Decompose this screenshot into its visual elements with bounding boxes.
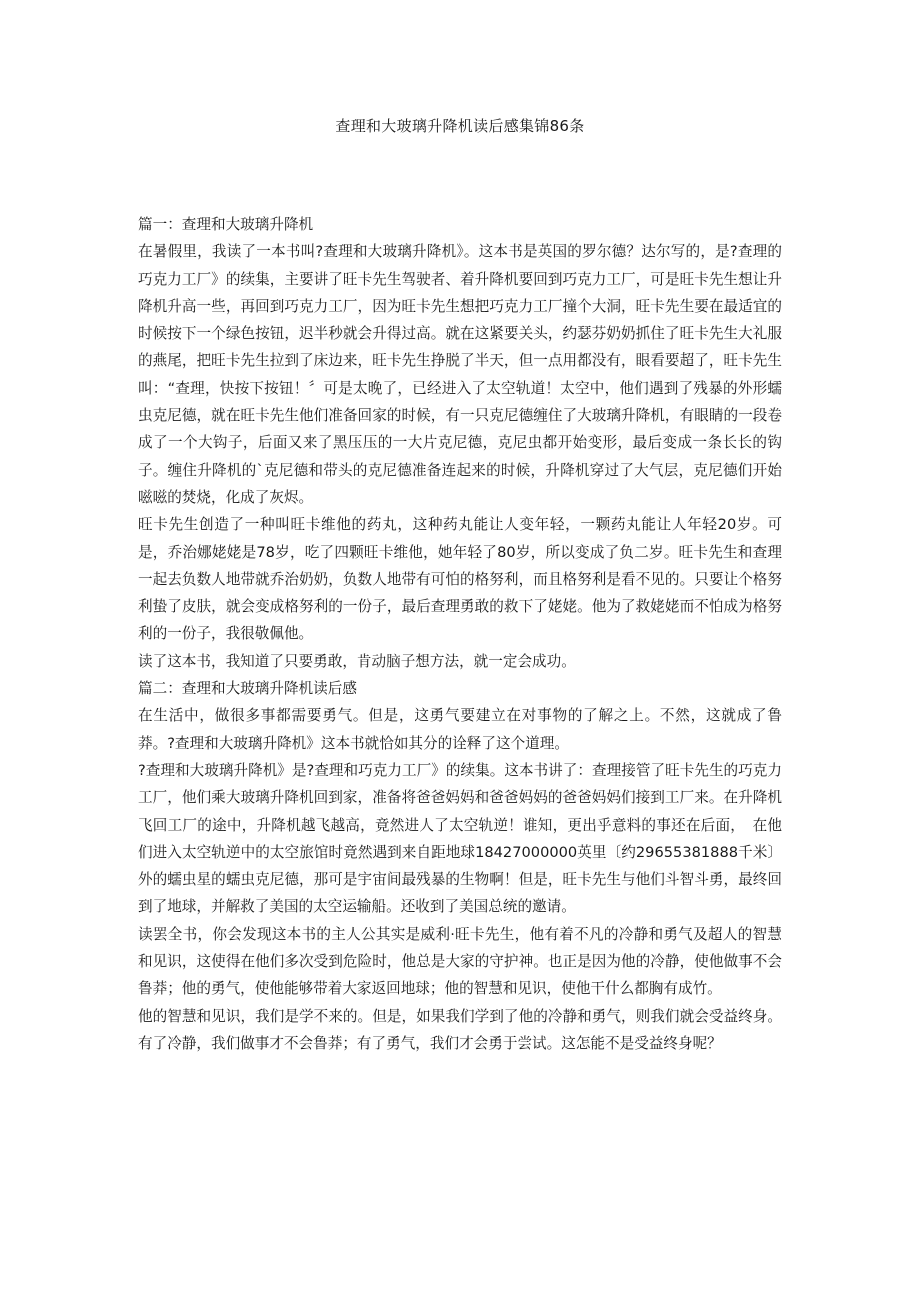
paragraph: 在暑假里，我读了一本书叫?查理和大玻璃升降机》。这本书是英国的罗尔德？达尔写的，是?查理的巧克力工厂》的续集，主要讲了旺卡先生驾驶者、着升降机要回到巧克力工厂，可是旺卡先生想让升降机升高一些，再回到巧克力工厂，因为旺卡先生想把巧克力工厂撞个大洞，旺卡先生要在最适宜的时候按下一个绿色按钮，迟半秒就会升得过高。就在这紧要关头，约瑟芬奶奶抓住了旺卡先生大礼服的燕尾，把旺卡先生拉到了床边来，旺卡先生挣脱了半天，但一点用都没有，眼看要超了，旺卡先生叫：“查理，快按下按钮！〞可是太晚了，已经进入了太空轨道！太空中，他们遇到了残暴的外形蠕虫克尼德，就在旺卡先生他们准备回家的时候，有一只克尼德缠住了大玻璃升降机，有眼睛的一段卷成了一个大钩子，后面又来了黑压压的一大片克尼德，克尼虫都开始变形，最后变成一条长长的钩子。缠住升降机的`克尼德和带头的克尼德准备连起来的时候，升降机穿过了大气层，克尼德们开始嗞嗞的焚烧，化成了灰烬。 [138,243,782,506]
paragraph: 读了这本书，我知道了只要勇敢，肯动脑子想方法，就一定会成功。 [138,652,576,670]
section-heading-1: 篇一：查理和大玻璃升降机 [138,216,314,233]
paragraph: ?查理和大玻璃升降机》是?查理和巧克力工厂》的续集。这本书讲了：查理接管了旺卡先生的巧克力工厂，他们乘大玻璃升降机回到家，准备将爸爸妈妈和爸爸妈妈的爸爸妈妈们接到工厂来。在升降机飞回工厂的途中，升降机越飞越高，竟然进人了太空轨逆！谁知，更出乎意料的事还在后面， 在他们进入太空轨逆中的太空旅馆时竟然遇到来自距地球18427000000英里〔约29655381888千米〕外的蠕虫星的蠕虫克尼德，那可是宇宙间最残暴的生物啊！但是，旺卡先生与他们斗智斗勇，最终回到了地球，并解救了美国的太空运输船。还收到了美国总统的邀请。 [138,761,782,916]
document-title: 查理和大玻璃升降机读后感集锦86条 [335,117,585,135]
paragraph: 在生活中，做很多事都需要勇气。但是，这勇气要建立在对事物的了解之上。不然，这就成了鲁莽。?查理和大玻璃升降机》这本书就恰如其分的诠释了这个道理。 [138,707,782,752]
section-heading-2: 篇二：查理和大玻璃升降机读后感 [138,680,357,698]
paragraph: 旺卡先生创造了一种叫旺卡维他的药丸，这种药丸能让人变年轻，一颗药丸能让人年轻20岁。可是，乔治娜姥姥是78岁，吃了四颗旺卡维他，她年轻了80岁，所以变成了负二岁。旺卡先生和查理一起去负数人地带就乔治奶奶，负数人地带有可怕的格努利，而且格努利是看不见的。只要让个格努利蛰了皮肤，就会变成格努利的一份子，最后查理勇敢的救下了姥姥。他为了救姥姥而不怕成为格努利的一份子，我很敬佩他。 [138,516,782,643]
document-body [138,211,782,1057]
paragraph: 读罢全书，你会发现这本书的主人公其实是威利·旺卡先生，他有着不凡的冷静和勇气及超人的智慧和见识，这使得在他们多次受到危险时，他总是大家的守护神。也正是因为他的冷静，使他做事不会鲁莽；他的勇气，使他能够带着大家返回地球；他的智慧和见识，使他干什么都胸有成竹。 [138,925,782,998]
paragraph: 他的智慧和见识，我们是学不来的。但是，如果我们学到了他的冷静和勇气，则我们就会受益终身。有了冷静，我们做事才不会鲁莽；有了勇气，我们才会勇于尝试。这怎能不是受益终身呢？ [138,1007,782,1052]
